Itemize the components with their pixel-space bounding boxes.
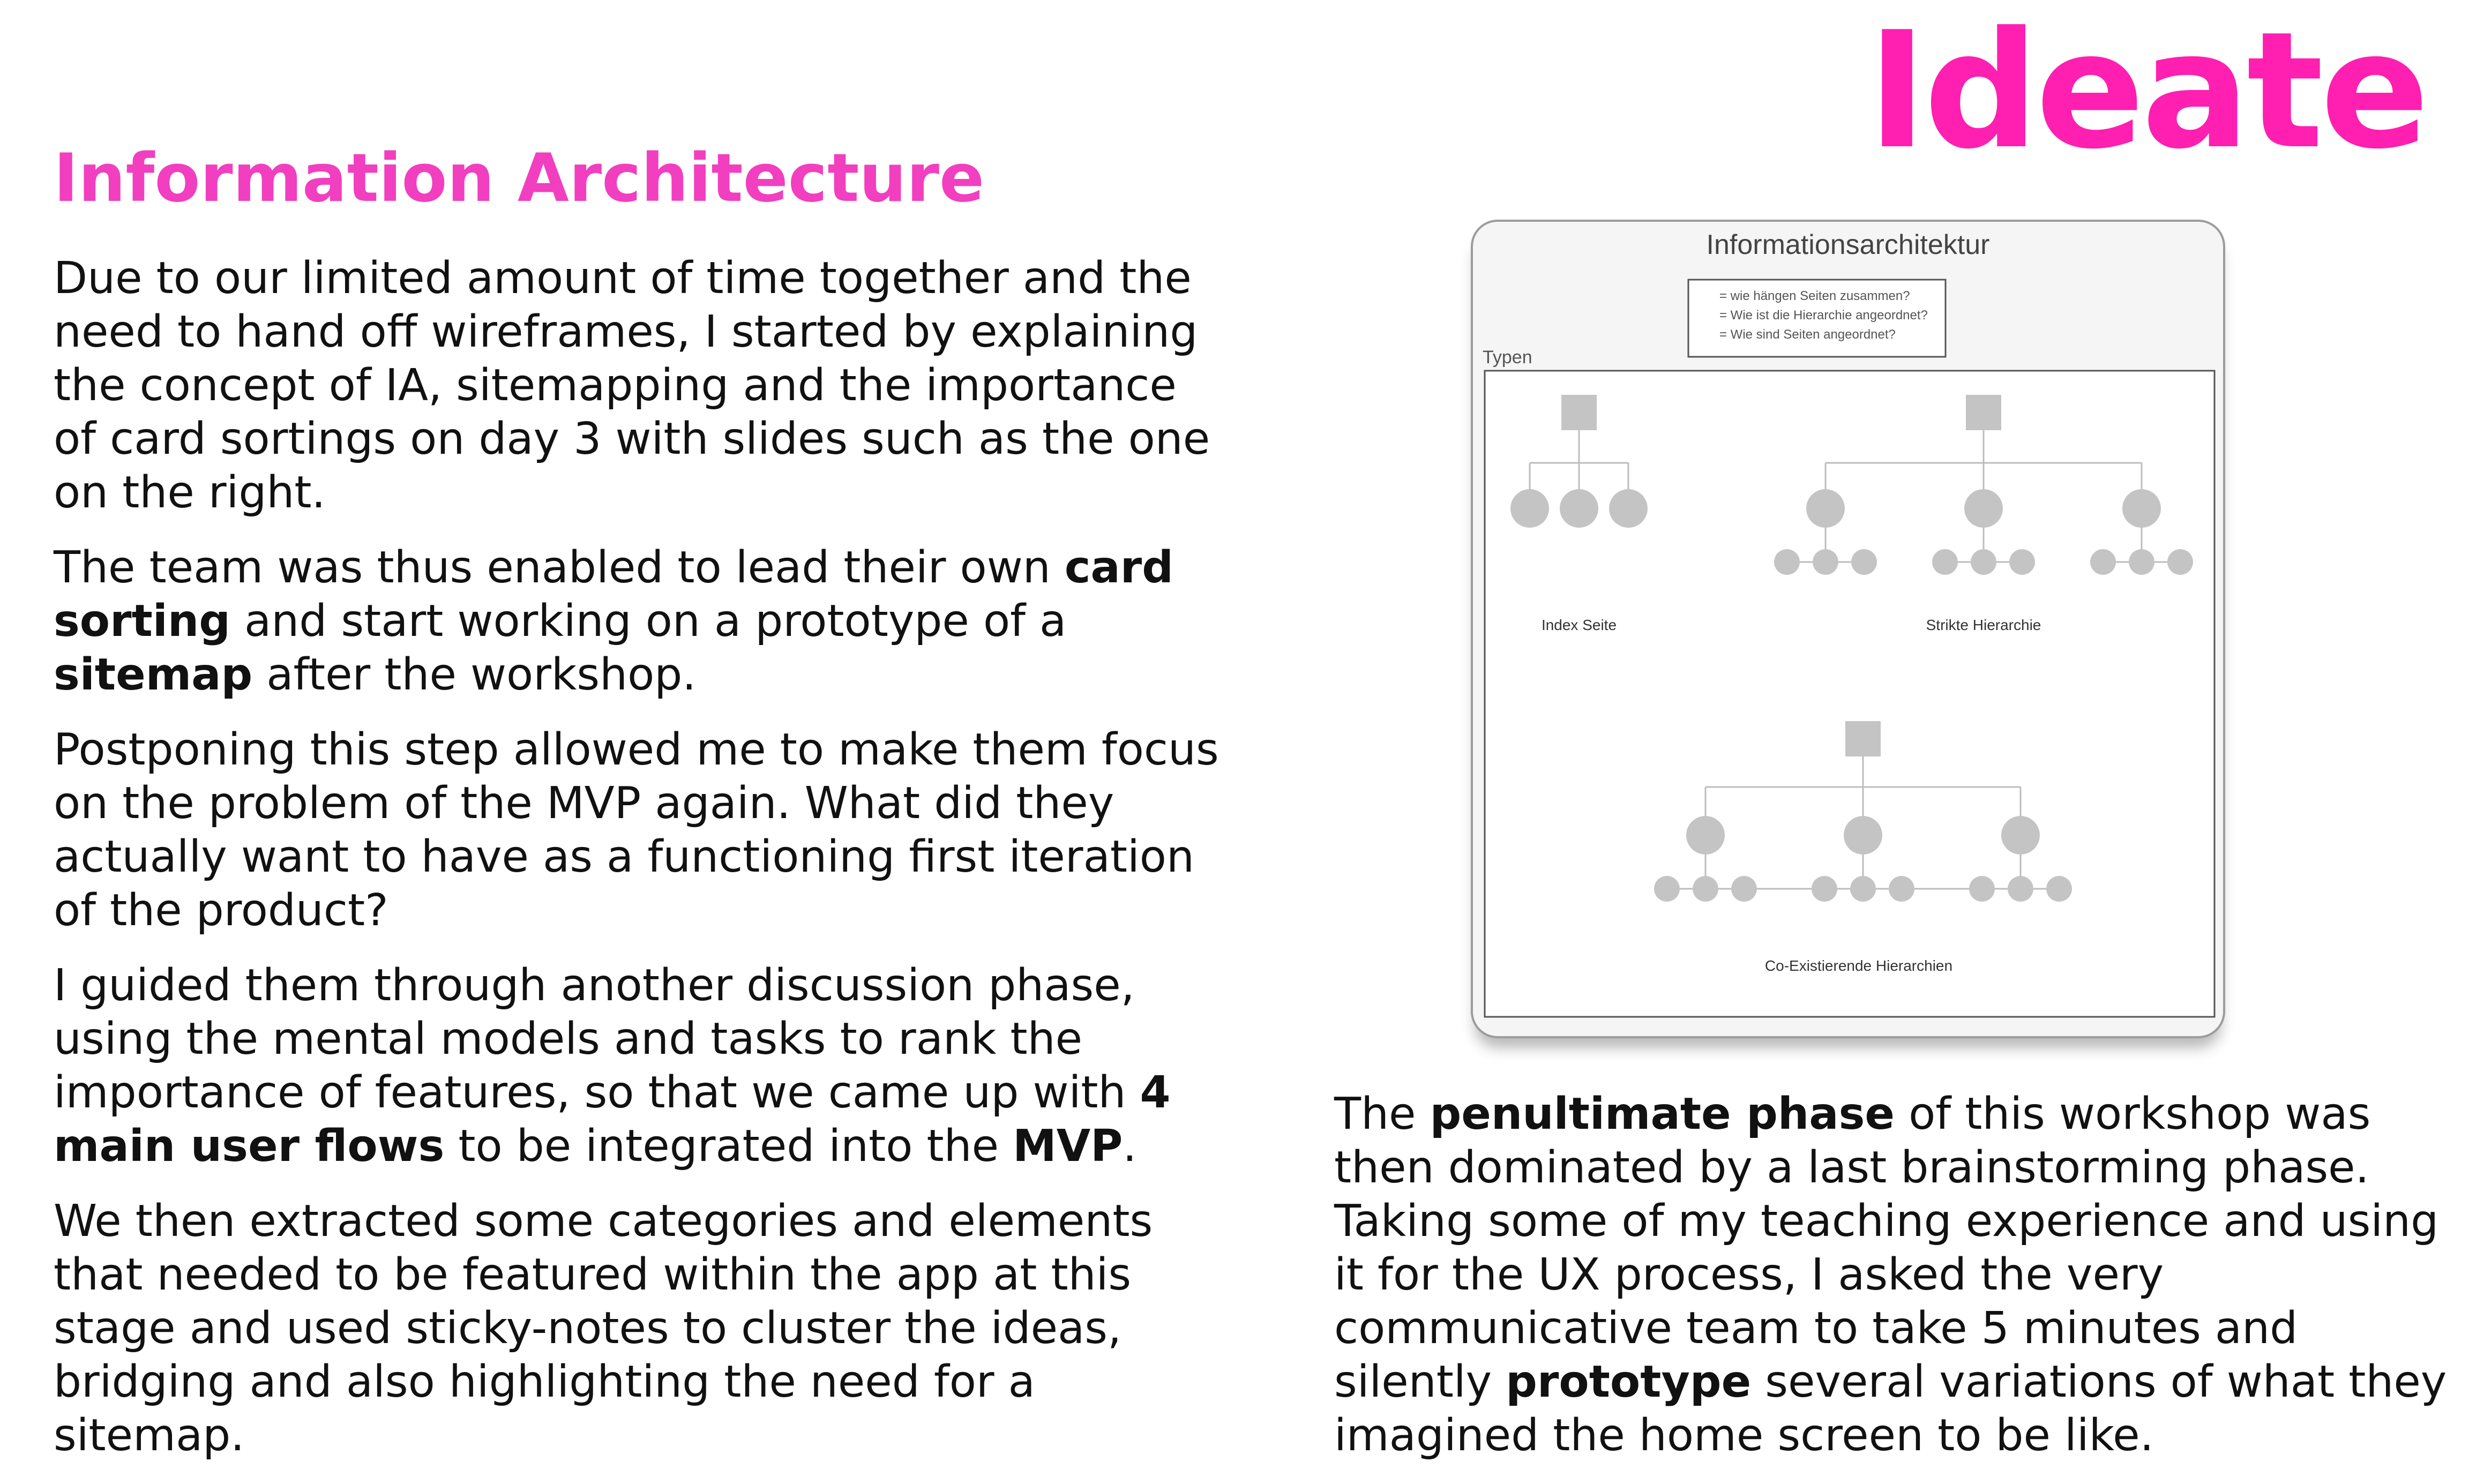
text-segment: and start working on a prototype of a [230,596,1067,647]
leaf-node [1889,876,1914,902]
text-segment: I guided them through another discussion phase, using the mental models and tasks to rank the importance of features, so that we came up with [54,960,1140,1118]
leaf-node [1693,876,1718,902]
question-1: = wie hängen Seiten zusammen? [1719,289,1910,303]
text-segment: The [1334,1089,1430,1140]
bold-card-sorting: card sorting [54,542,1173,647]
diagram-frame [1485,371,2214,1017]
label-index-page: Index Seite [1541,617,1617,633]
left-text-column [54,252,1232,1484]
leaf-node [2129,549,2154,575]
leaf-node [1971,549,1996,575]
branch-node [2122,489,2161,528]
child-node [1609,489,1648,528]
paragraph-user-flows [54,959,1232,1173]
paragraph-card-sorting [54,541,1232,702]
root-node [1845,721,1881,756]
question-2: = Wie ist die Hierarchie angeordnet? [1719,308,1928,323]
paragraph-intro: Due to our limited amount of time together and the need to hand off wireframes, I started by explaining the concept of IA, sitemapping and the importance of card sortings on day 3 with slides such as the one on the right. [54,253,1210,518]
leaf-node [1812,876,1837,902]
label-strict-hierarchy: Strikte Hierarchie [1926,617,2041,633]
text-segment: of this workshop was then dominated by a last brainstorming phase. Taking some of my teaching experience and using it for the UX process, I asked the very communicative team to take 5 minutes and silently [1334,1089,2439,1407]
text-segment: to be integrated into the [444,1121,1013,1172]
paragraph-mvp-focus: Postponing this step allowed me to make them focus on the problem of the MVP again. What did they actually want to have as a functioning first iteration of the product? [54,724,1219,936]
branch-node [2001,816,2040,855]
text-segment: . [1123,1121,1137,1172]
child-node [1510,489,1549,528]
slide-title: Informationsarchitektur [1706,229,1990,260]
text-segment: several variations of what they imagined the home screen to be like. [1334,1356,2447,1461]
label-coexisting-hierarchies: Co-Existierende Hierarchien [1764,957,1953,974]
leaf-node [1654,876,1680,902]
question-3: = Wie sind Seiten angeordnet? [1719,327,1896,342]
text-segment: after the workshop. [252,649,697,700]
leaf-node [1774,549,1800,575]
ideate-title: Ideate [1867,0,2426,184]
branch-node [1806,489,1845,528]
bold-sitemap: sitemap [54,649,253,700]
ia-slide-image [1471,220,2225,1038]
branch-node [1964,489,2003,528]
branch-node [1686,816,1725,855]
section-title: Information Architecture [54,140,985,217]
right-text-column [1334,1088,2449,1484]
types-label: Typen [1483,347,1532,368]
bold-mvp: MVP [1013,1121,1123,1172]
leaf-node [2167,549,2193,575]
ia-slide-diagram [1473,222,2223,1036]
text-segment: The team was thus enabled to lead their own [54,542,1065,593]
bold-penultimate-phase: penultimate phase [1430,1089,1895,1140]
leaf-node [2046,876,2072,902]
leaf-node [1850,876,1876,902]
bold-prototype: prototype [1506,1356,1752,1407]
leaf-node [2090,549,2116,575]
leaf-node [1851,549,1877,575]
leaf-node [1932,549,1958,575]
leaf-node [2008,876,2033,902]
root-node [1966,395,2001,430]
leaf-node [2009,549,2035,575]
leaf-node [1731,876,1757,902]
branch-node [1844,816,1882,855]
leaf-node [1813,549,1838,575]
leaf-node [1969,876,1995,902]
paragraph-sticky-notes: We then extracted some categories and elements that needed to be featured within the app at this stage and used sticky-notes to cluster the ideas, bridging and also highlighting the need for a sitemap. [54,1196,1153,1461]
root-node [1561,395,1597,430]
bold-user-flows: 4 main user flows [54,1067,1171,1172]
paragraph-brainstorming [1334,1088,2449,1463]
child-node [1560,489,1598,528]
